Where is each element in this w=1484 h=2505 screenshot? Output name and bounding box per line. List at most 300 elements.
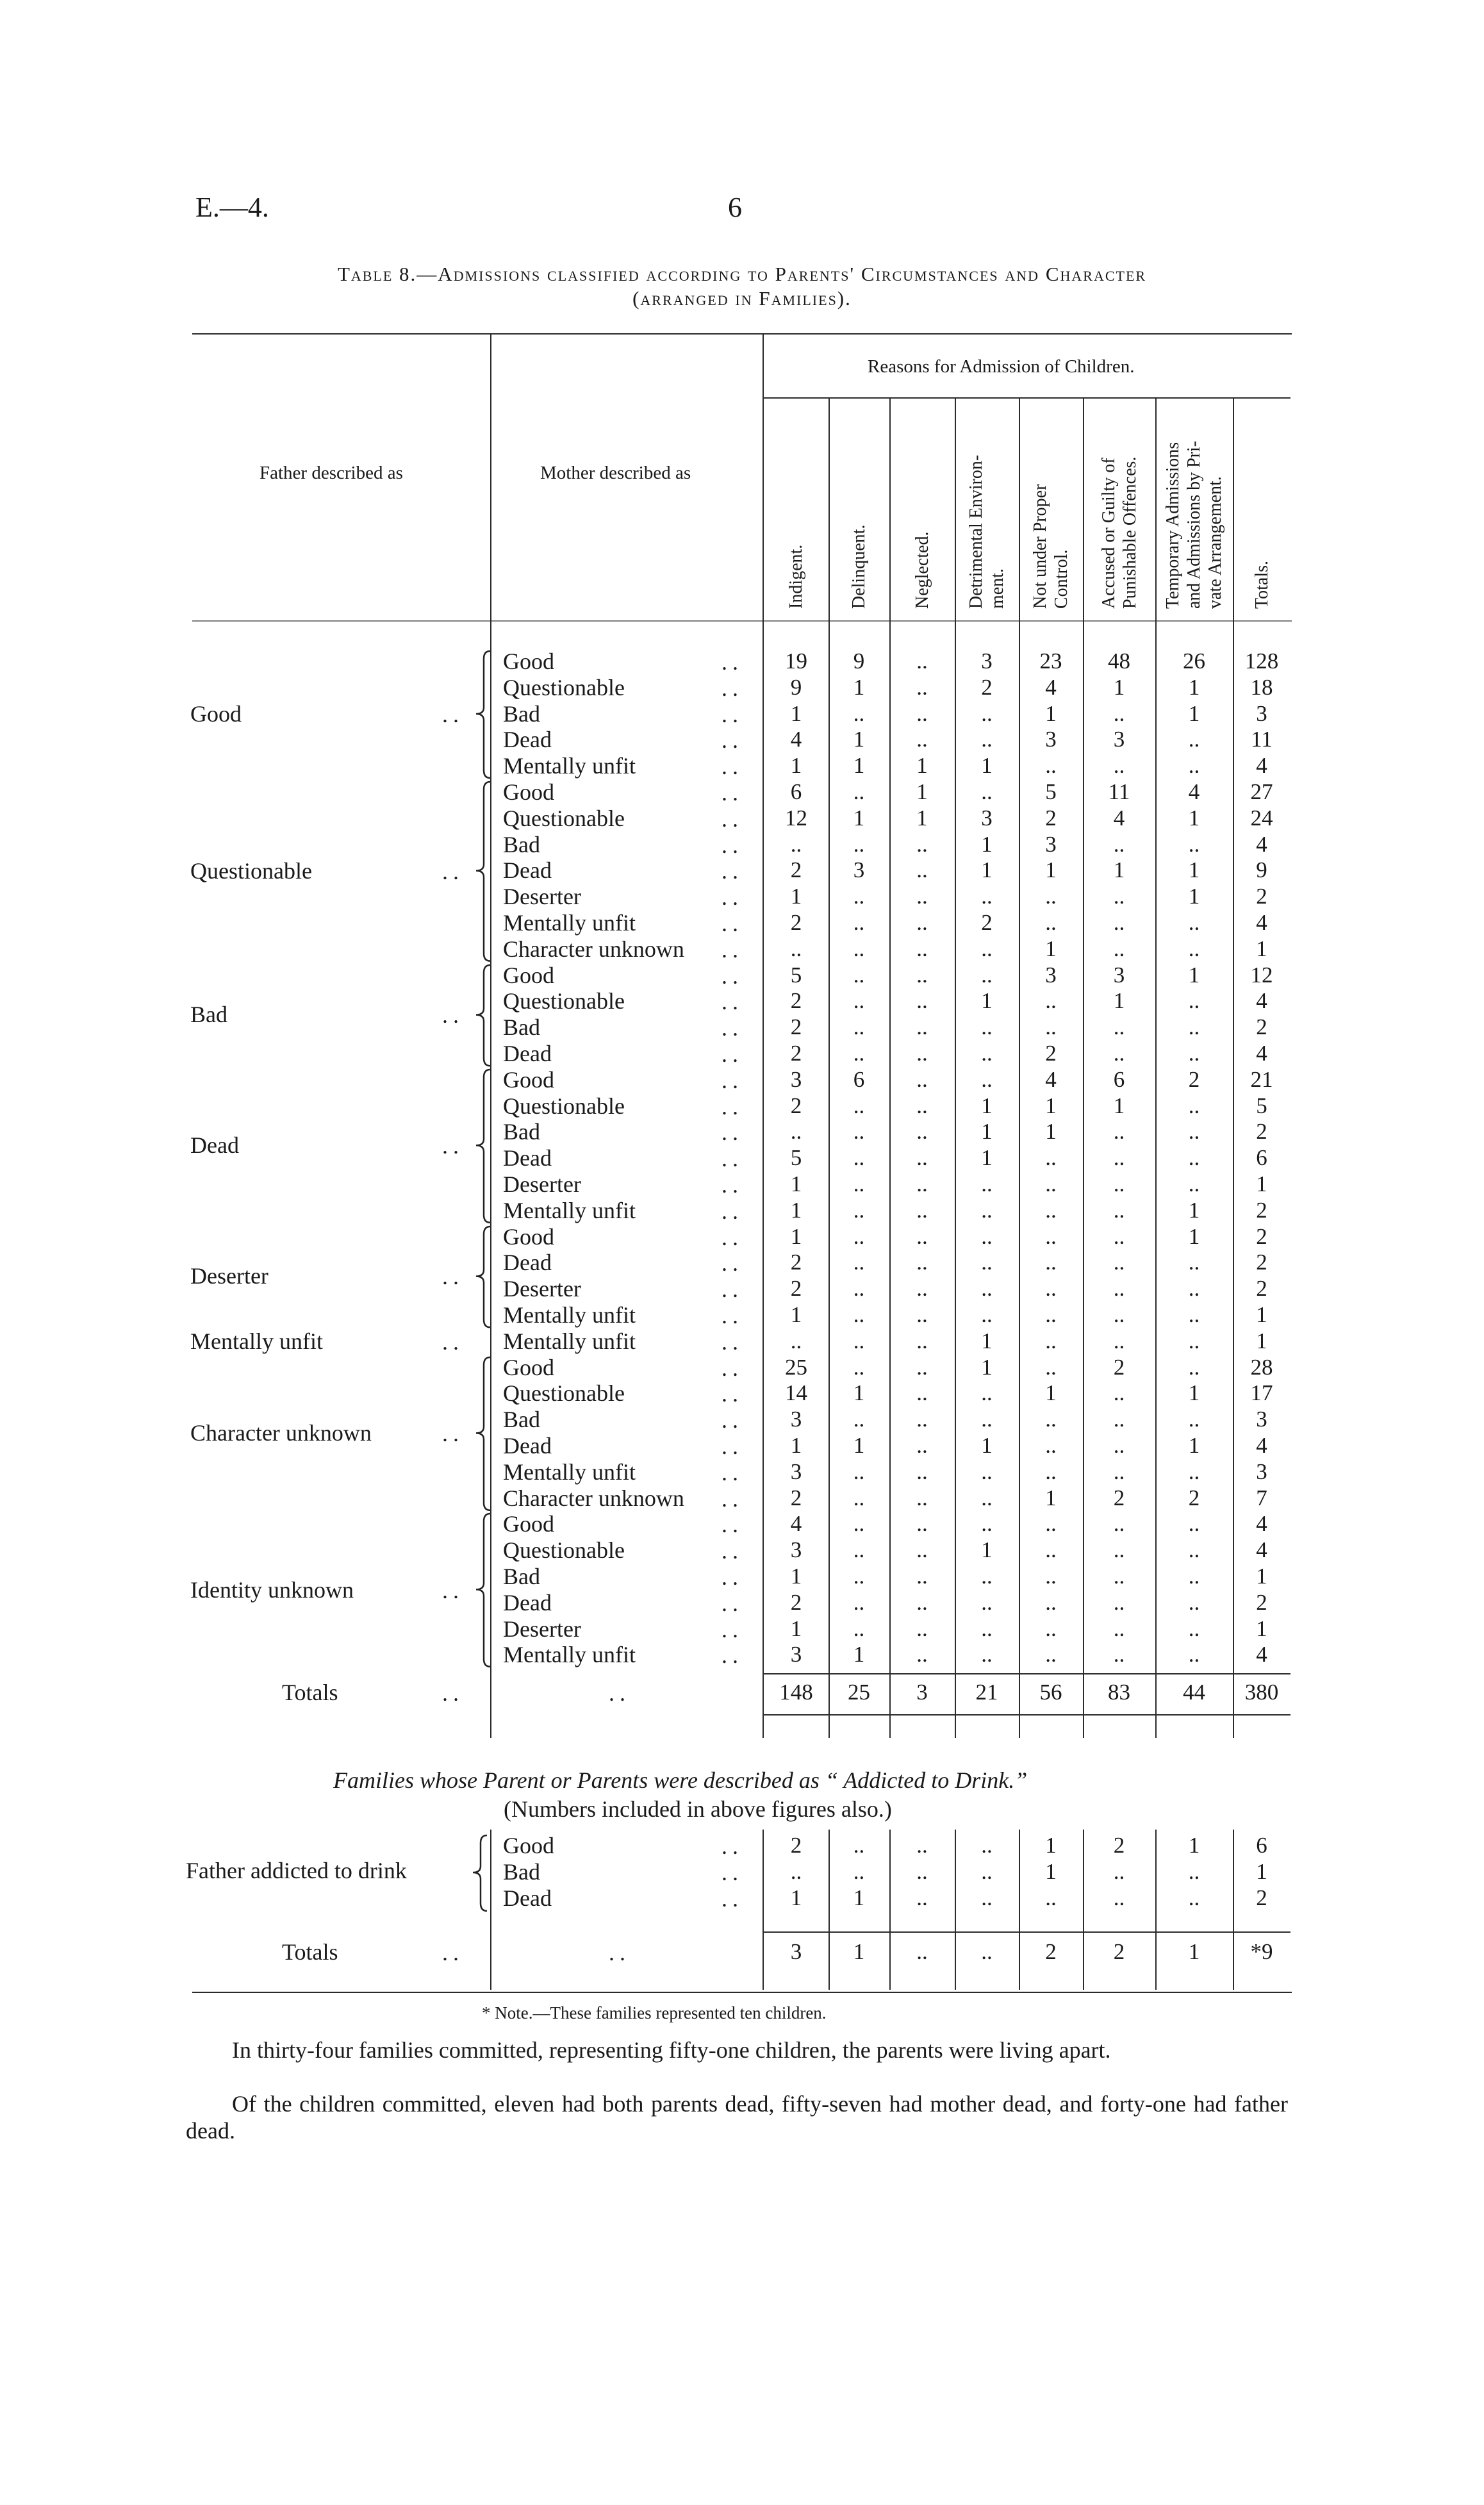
value-column-rule <box>955 399 956 1738</box>
table-cell: .. <box>981 1459 993 1484</box>
totals-label: Totals <box>282 1680 338 1706</box>
mother-label: Deserter <box>503 1616 581 1642</box>
father-label: Mentally unfit <box>190 1328 323 1355</box>
table-cell: .. <box>916 1485 928 1510</box>
table-cell: 6 <box>853 1066 865 1092</box>
table-cell: .. <box>1188 1145 1200 1171</box>
table-cell: .. <box>790 1328 802 1353</box>
column-header-line: Not under Proper <box>1030 484 1050 609</box>
table-cell: 1 <box>1113 1093 1125 1118</box>
table-cell: 1 <box>790 1171 802 1196</box>
table-cell: .. <box>916 1328 928 1353</box>
drink-cell: .. <box>853 1833 865 1858</box>
table-cell: .. <box>853 700 865 726</box>
table-cell: 2 <box>1113 1485 1125 1510</box>
table-cell: 6 <box>1113 1066 1125 1092</box>
drink-column-rule <box>1019 1830 1020 1990</box>
drink-cell: .. <box>1045 1885 1057 1910</box>
mother-label: Good <box>503 649 554 674</box>
table-cell: .. <box>1113 1511 1125 1537</box>
column-header-line: Punishable Offences. <box>1119 456 1140 609</box>
group-brace <box>471 1356 497 1513</box>
table-cell: .. <box>981 1485 993 1510</box>
drink-brace <box>468 1834 493 1914</box>
mother-label: Questionable <box>503 805 625 831</box>
table-cell: 3 <box>853 857 865 883</box>
table-cell: .. <box>1045 1302 1057 1327</box>
table-title-line2: (arranged in Families). <box>632 287 852 310</box>
table-cell: 1 <box>1188 1197 1200 1223</box>
column-header-line: Control. <box>1051 549 1071 609</box>
table-cell: 2 <box>1045 805 1057 831</box>
totals-cell: 56 <box>1039 1680 1062 1705</box>
father-label: Questionable <box>190 857 312 884</box>
table-cell: 4 <box>1256 1041 1267 1066</box>
totals-cell: 148 <box>779 1680 813 1705</box>
leader-dots: .. <box>721 1067 743 1093</box>
table-cell: 4 <box>1045 1066 1057 1092</box>
table-cell: 1 <box>790 1197 802 1223</box>
table-cell: .. <box>1188 1564 1200 1589</box>
totals-bottom-rule <box>764 1714 1290 1715</box>
leader-dots: .. <box>721 701 743 727</box>
table-cell: 3 <box>790 1459 802 1484</box>
leader-dots: .. <box>721 911 743 936</box>
table-cell: .. <box>916 1093 928 1118</box>
value-column-rule <box>1155 399 1157 1738</box>
table-cell: .. <box>853 1171 865 1196</box>
table-cell: .. <box>1113 1328 1125 1353</box>
table-cell: 2 <box>1256 1589 1267 1615</box>
table-cell: 4 <box>1256 1511 1267 1537</box>
table-cell: 26 <box>1183 649 1205 674</box>
column-header-line: and Admissions by Pri- <box>1184 440 1204 609</box>
drink-column-rule <box>1233 1830 1234 1990</box>
table-cell: .. <box>916 727 928 752</box>
table-cell: 128 <box>1244 649 1279 674</box>
leader-dots: .. <box>721 1538 743 1564</box>
table-cell: 19 <box>785 649 807 674</box>
column-header-line: vate Arrangement. <box>1205 476 1225 609</box>
table-cell: .. <box>1045 1407 1057 1432</box>
table-cell: 1 <box>981 1093 993 1118</box>
leader-dots: .. <box>721 1277 743 1303</box>
table-cell: .. <box>853 1485 865 1510</box>
drink-heading-text: Families whose Parent or Parents were described as “ Addicted to Drink.” <box>333 1767 1028 1793</box>
table-cell: .. <box>1188 1511 1200 1537</box>
table-cell: 2 <box>790 1250 802 1275</box>
table-cell: .. <box>916 910 928 935</box>
table-cell: .. <box>1188 910 1200 935</box>
mother-label: Good <box>503 779 554 805</box>
table-cell: .. <box>853 936 865 961</box>
table-cell: .. <box>1045 1537 1057 1563</box>
drink-mother-label: Bad <box>503 1859 540 1885</box>
table-cell: .. <box>1045 1197 1057 1223</box>
table-cell: 2 <box>1113 1354 1125 1380</box>
drink-cell: .. <box>1188 1885 1200 1910</box>
table-cell: 3 <box>1256 1407 1267 1432</box>
table-cell: 4 <box>1256 1537 1267 1563</box>
drink-totals-mother-dots: .. <box>609 1940 631 1965</box>
leader-dots: .. <box>721 1485 743 1512</box>
value-column-rule <box>829 399 830 1738</box>
leader-dots: .. <box>721 884 743 911</box>
table-cell: 1 <box>981 988 993 1014</box>
table-cell: 1 <box>916 753 928 779</box>
table-cell: .. <box>853 1250 865 1275</box>
table-cell: 5 <box>1256 1093 1267 1118</box>
table-cell: .. <box>1045 1145 1057 1171</box>
table-cell: 1 <box>1188 884 1200 909</box>
table-cell: 4 <box>1256 831 1267 857</box>
column-header-line: Detrimental Environ- <box>966 454 986 609</box>
reasons-column-rule <box>763 335 764 1738</box>
table-cell: .. <box>1188 1119 1200 1145</box>
leader-dots: .. <box>721 1642 743 1669</box>
paragraph-1: In thirty-four families committed, representing fifty-one children, the parents were living apart. <box>232 2037 1111 2063</box>
table-cell: .. <box>981 1511 993 1537</box>
table-cell: .. <box>853 1616 865 1641</box>
drink-totals-cell: 2 <box>1113 1939 1125 1964</box>
table-cell: .. <box>853 1354 865 1380</box>
table-cell: .. <box>1188 1041 1200 1066</box>
leader-dots: .. <box>721 1146 743 1172</box>
father-label: Character unknown <box>190 1420 372 1446</box>
table-cell: 4 <box>1256 1642 1267 1667</box>
table-cell: .. <box>1188 1459 1200 1484</box>
table-cell: .. <box>1045 1642 1057 1667</box>
table-cell: .. <box>981 1589 993 1615</box>
mother-label: Good <box>503 1223 554 1250</box>
table-cell: .. <box>916 884 928 909</box>
table-cell: 2 <box>1256 1250 1267 1275</box>
table-cell: .. <box>1113 1197 1125 1223</box>
table-cell: .. <box>853 1511 865 1537</box>
table-cell: .. <box>916 831 928 857</box>
table-cell: 48 <box>1108 649 1130 674</box>
table-cell: .. <box>1045 1354 1057 1380</box>
table-cell: 1 <box>981 831 993 857</box>
table-cell: .. <box>916 1537 928 1563</box>
table-cell: .. <box>981 1380 993 1406</box>
drink-totals-cell: .. <box>916 1939 928 1964</box>
table-cell: 14 <box>785 1380 807 1406</box>
table-cell: 1 <box>1045 1485 1057 1510</box>
table-cell: .. <box>1113 1145 1125 1171</box>
leader-dots: .. <box>721 1303 743 1328</box>
leader-dots: .. <box>721 1120 743 1146</box>
table-cell: .. <box>1113 1276 1125 1302</box>
drink-cell: 1 <box>1256 1859 1267 1884</box>
table-cell: .. <box>916 1066 928 1092</box>
table-cell: .. <box>1045 884 1057 909</box>
table-cell: .. <box>1188 1250 1200 1275</box>
father-header: Father described as <box>260 463 403 483</box>
drink-column-rule <box>829 1830 830 1990</box>
reasons-header: Reasons for Admission of Children. <box>868 356 1135 377</box>
table-cell: .. <box>1188 1616 1200 1641</box>
table-cell: 2 <box>981 674 993 700</box>
drink-subheading: (Numbers included in above figures also.) <box>504 1796 892 1822</box>
table-cell: .. <box>853 1093 865 1118</box>
table-cell: 1 <box>1045 1093 1057 1118</box>
mother-label: Bad <box>503 831 540 857</box>
table-cell: 1 <box>1113 674 1125 700</box>
table-cell: .. <box>981 1407 993 1432</box>
table-cell: 3 <box>790 1642 802 1667</box>
table-cell: 1 <box>790 1616 802 1641</box>
mother-label: Questionable <box>503 988 625 1014</box>
table-cell: .. <box>1045 988 1057 1014</box>
table-cell: 23 <box>1039 649 1062 674</box>
group-brace <box>471 781 497 964</box>
mother-label: Dead <box>503 1250 552 1276</box>
column-header-6 <box>1162 441 1226 609</box>
table-cell: 1 <box>790 753 802 779</box>
table-cell: 7 <box>1256 1485 1267 1510</box>
totals-cell: 380 <box>1244 1680 1279 1705</box>
table-cell: .. <box>1188 753 1200 779</box>
leader-dots: .. <box>721 1590 743 1616</box>
drink-column-rule <box>955 1830 956 1990</box>
table-cell: .. <box>1045 1433 1057 1458</box>
table-cell: .. <box>916 1223 928 1249</box>
father-label: Identity unknown <box>190 1576 354 1603</box>
mother-label: Dead <box>503 1433 552 1459</box>
drink-cell: .. <box>916 1885 928 1910</box>
table-cell: 1 <box>1045 936 1057 961</box>
table-cell: 25 <box>785 1354 807 1380</box>
totals-cell: 44 <box>1183 1680 1205 1705</box>
table-cell: 2 <box>1256 1197 1267 1223</box>
leader-dots: .. <box>721 1041 743 1067</box>
totals-cell: 83 <box>1108 1680 1130 1705</box>
table-cell: .. <box>1188 1354 1200 1380</box>
table-cell: .. <box>1188 1171 1200 1196</box>
table-cell: .. <box>853 1537 865 1563</box>
table-cell: .. <box>916 1616 928 1641</box>
table-cell: 2 <box>790 857 802 883</box>
table-cell: 1 <box>1256 1616 1267 1641</box>
table-cell: .. <box>916 1041 928 1066</box>
leader-dots: .. <box>721 806 743 832</box>
table-cell: 3 <box>1256 1459 1267 1484</box>
table-cell: .. <box>1113 1302 1125 1327</box>
table-cell: .. <box>1113 1119 1125 1145</box>
table-cell: 6 <box>1256 1145 1267 1171</box>
table-cell: .. <box>1113 1433 1125 1458</box>
table-cell: .. <box>981 1171 993 1196</box>
leader-dots: .. <box>721 1172 743 1198</box>
table-cell: .. <box>1113 884 1125 909</box>
table-cell: .. <box>916 1302 928 1327</box>
table-cell: 1 <box>1256 1171 1267 1196</box>
header-top-rule <box>192 333 1292 335</box>
drink-cell: 1 <box>1045 1833 1057 1858</box>
column-header-line: Accused or Guilty of <box>1098 458 1119 609</box>
mother-header: Mother described as <box>540 463 691 483</box>
mother-label: Mentally unfit <box>503 753 636 779</box>
drink-cell: .. <box>1188 1859 1200 1884</box>
table-cell: .. <box>916 1642 928 1667</box>
table-cell: .. <box>1113 753 1125 779</box>
table-cell: .. <box>1113 1589 1125 1615</box>
mother-label: Character unknown <box>503 1485 684 1511</box>
drink-totals-cell: 3 <box>790 1939 802 1964</box>
mother-label: Dead <box>503 727 552 753</box>
group-brace <box>471 1225 497 1330</box>
table-cell: .. <box>916 700 928 726</box>
drink-cell: .. <box>1113 1859 1125 1884</box>
table-cell: .. <box>1113 1250 1125 1275</box>
table-cell: 1 <box>916 779 928 804</box>
table-cell: 27 <box>1250 779 1273 804</box>
leader-dots: .. <box>721 1328 743 1355</box>
header-bottom-rule <box>192 620 1292 622</box>
leader-dots: .. <box>721 780 743 806</box>
mother-label: Mentally unfit <box>503 1302 636 1328</box>
table-cell: 6 <box>790 779 802 804</box>
table-cell: .. <box>981 1014 993 1040</box>
table-cell: .. <box>853 910 865 935</box>
mother-label: Mentally unfit <box>503 1642 636 1668</box>
table-cell: .. <box>981 1616 993 1641</box>
drink-mother-label: Dead <box>503 1885 552 1911</box>
table-cell: .. <box>1113 1171 1125 1196</box>
table-cell: .. <box>1188 831 1200 857</box>
table-cell: .. <box>916 1250 928 1275</box>
table-cell: 3 <box>1256 700 1267 726</box>
column-header-5 <box>1098 457 1141 609</box>
table-cell: 12 <box>785 805 807 831</box>
leader-dots: .. <box>721 1381 743 1407</box>
table-cell: 18 <box>1250 674 1273 700</box>
leader-dots: .. <box>721 1833 743 1859</box>
leader-dots: .. <box>721 1564 743 1590</box>
table-title-line1: Table 8.—Admissions classified according to Parents' Circumstances and Character <box>337 263 1147 285</box>
leader-dots: .. <box>721 989 743 1015</box>
footnote: * Note.—These families represented ten children. <box>482 2003 827 2022</box>
table-cell: .. <box>916 962 928 988</box>
leader-dots: .. <box>721 649 743 675</box>
table-cell: 3 <box>1045 831 1057 857</box>
column-header-line: Totals. <box>1251 560 1272 609</box>
value-column-rule <box>1019 399 1020 1738</box>
table-cell: 12 <box>1250 962 1273 988</box>
drink-column-rule <box>1155 1830 1157 1990</box>
mother-label: Bad <box>503 1119 540 1145</box>
table-cell: 1 <box>1256 936 1267 961</box>
table-cell: 1 <box>1188 674 1200 700</box>
table-cell: 1 <box>1045 857 1057 883</box>
table-cell: .. <box>853 1145 865 1171</box>
table-cell: 2 <box>790 1589 802 1615</box>
table-cell: .. <box>1045 910 1057 935</box>
table-cell: 4 <box>1045 674 1057 700</box>
mother-label: Bad <box>503 1407 540 1433</box>
table-cell: .. <box>1113 1642 1125 1667</box>
table-cell: .. <box>1045 1250 1057 1275</box>
table-cell: .. <box>916 857 928 883</box>
table-cell: 1 <box>1188 1380 1200 1406</box>
table-cell: .. <box>916 1564 928 1589</box>
table-cell: .. <box>981 1642 993 1667</box>
leader-dots: .. <box>721 963 743 989</box>
table-cell: .. <box>853 779 865 804</box>
leader-dots: .. <box>721 936 743 963</box>
table-cell: 2 <box>1256 1223 1267 1249</box>
table-cell: 17 <box>1250 1380 1273 1406</box>
table-cell: 1 <box>1256 1564 1267 1589</box>
table-cell: 1 <box>790 884 802 909</box>
table-cell: .. <box>981 936 993 961</box>
table-cell: .. <box>1188 1014 1200 1040</box>
table-cell: 1 <box>790 700 802 726</box>
drink-cell: .. <box>981 1833 993 1858</box>
table-cell: 1 <box>981 1537 993 1563</box>
table-cell: 5 <box>790 962 802 988</box>
drink-cell: .. <box>916 1859 928 1884</box>
drink-totals-cell: .. <box>981 1939 993 1964</box>
mother-label: Bad <box>503 1564 540 1589</box>
mother-label: Character unknown <box>503 936 684 962</box>
table-cell: 1 <box>790 1223 802 1249</box>
table-cell: .. <box>981 700 993 726</box>
leader-dots: .. <box>721 1407 743 1434</box>
table-cell: .. <box>1113 700 1125 726</box>
table-cell: 4 <box>1256 753 1267 779</box>
table-cell: 1 <box>853 727 865 752</box>
table-cell: 1 <box>1188 1433 1200 1458</box>
column-header-line: ment. <box>987 568 1007 609</box>
table-cell: 2 <box>790 1041 802 1066</box>
table-cell: .. <box>790 831 802 857</box>
table-cell: .. <box>853 1119 865 1145</box>
father-label: Good <box>190 701 242 727</box>
table-cell: .. <box>1113 1380 1125 1406</box>
table-cell: .. <box>981 1223 993 1249</box>
table-cell: 3 <box>981 805 993 831</box>
column-header-4 <box>1030 484 1072 609</box>
table-cell: .. <box>853 1589 865 1615</box>
value-column-rule <box>1083 399 1084 1738</box>
table-cell: .. <box>916 1014 928 1040</box>
mother-label: Questionable <box>503 674 625 700</box>
father-label: Deserter <box>190 1263 268 1289</box>
mother-label: Mentally unfit <box>503 910 636 936</box>
table-cell: 1 <box>1113 988 1125 1014</box>
table-cell: 5 <box>1045 779 1057 804</box>
drink-bottom-rule <box>192 1992 1292 1993</box>
mother-label: Dead <box>503 1145 552 1171</box>
mother-label: Deserter <box>503 1276 581 1302</box>
table-cell: 9 <box>853 649 865 674</box>
table-cell: .. <box>1113 1407 1125 1432</box>
table-cell: .. <box>916 1119 928 1145</box>
drink-column-rule <box>889 1830 891 1990</box>
reasons-rule <box>764 397 1290 399</box>
table-cell: .. <box>853 1014 865 1040</box>
table-cell: .. <box>1045 1223 1057 1249</box>
table-cell: .. <box>981 727 993 752</box>
table-cell: 1 <box>1045 1119 1057 1145</box>
drink-cell: .. <box>1113 1885 1125 1910</box>
table-cell: 21 <box>1250 1066 1273 1092</box>
column-header-line: Delinquent. <box>849 524 869 609</box>
table-cell: 1 <box>916 805 928 831</box>
mother-label: Mentally unfit <box>503 1197 636 1223</box>
